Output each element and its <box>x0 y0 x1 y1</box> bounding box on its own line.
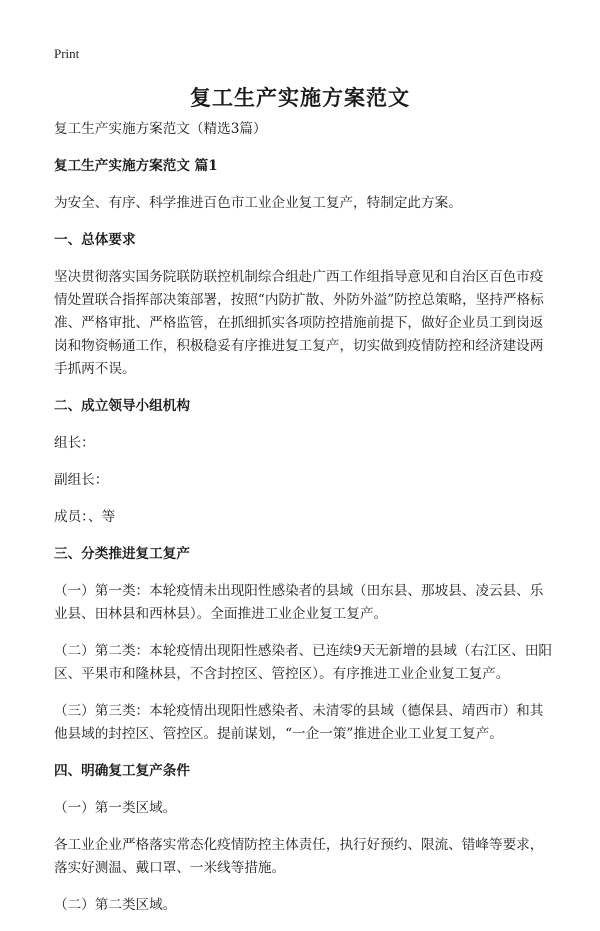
section-2-title: 二、成立领导小组机构 <box>54 398 190 414</box>
section-4-item-2: （二）第二类区域。 <box>54 897 177 913</box>
section-1-text: 坚决贯彻落实国务院联防联控机制综合组赴广西工作组指导意见和自治区百色市疫情处置联合指挥部决策部署，按照“内防扩散、外防外溢”防控总策略，坚持严格标准、严格审批、严格监管，在抓细抓实各项防控措施前提下，做好企业员工到岗返岗和物资畅通工作，积极稳妥有序推进复工复产，切实做到疫情防控和经济建设两手抓两不误。 <box>54 269 544 377</box>
intro-paragraph: 为安全、有序、科学推进百色市工业企业复工复产，特制定此方案。 <box>54 195 462 211</box>
section-3-item-1: （一）第一类：本轮疫情未出现阳性感染者的县域（田东县、那坡县、凌云县、乐业县、田林县和西林县）。全面推进工业企业复工复产。 <box>54 583 544 622</box>
section-3-title: 三、分类推进复工复产 <box>54 546 190 562</box>
section-4-item-1: （一）第一类区域。 <box>54 800 177 816</box>
page-title: 复工生产实施方案范文 <box>190 85 410 110</box>
section-4-title: 四、明确复工复产条件 <box>54 763 190 779</box>
leader-line: 组长： <box>54 435 95 451</box>
article-content <box>54 118 554 931</box>
section-1-title: 一、总体要求 <box>54 232 136 248</box>
subtitle: 复工生产实施方案范文（精选3篇） <box>54 121 267 137</box>
section-4-text-1: 各工业企业严格落实常态化疫情防控主体责任，执行好预约、限流、错峰等要求，落实好测温、戴口罩、一米线等措施。 <box>54 837 544 876</box>
members-line: 成员：、等 <box>54 509 116 525</box>
article-heading: 复工生产实施方案范文 篇1 <box>54 158 218 174</box>
section-3-item-2: （二）第二类：本轮疫情出现阳性感染者、已连续9天无新增的县域（右江区、田阳区、平果市和隆林县，不含封控区、管控区）。有序推进工业企业复工复产。 <box>54 643 553 682</box>
section-3-item-3: （三）第三类：本轮疫情出现阳性感染者、未清零的县域（德保县、靖西市）和其他县域的封控区、管控区。提前谋划，“一企一策”推进企业工业复工复产。 <box>54 703 544 742</box>
deputy-leader-line: 副组长： <box>54 472 109 488</box>
print-link[interactable]: Print <box>54 46 80 61</box>
